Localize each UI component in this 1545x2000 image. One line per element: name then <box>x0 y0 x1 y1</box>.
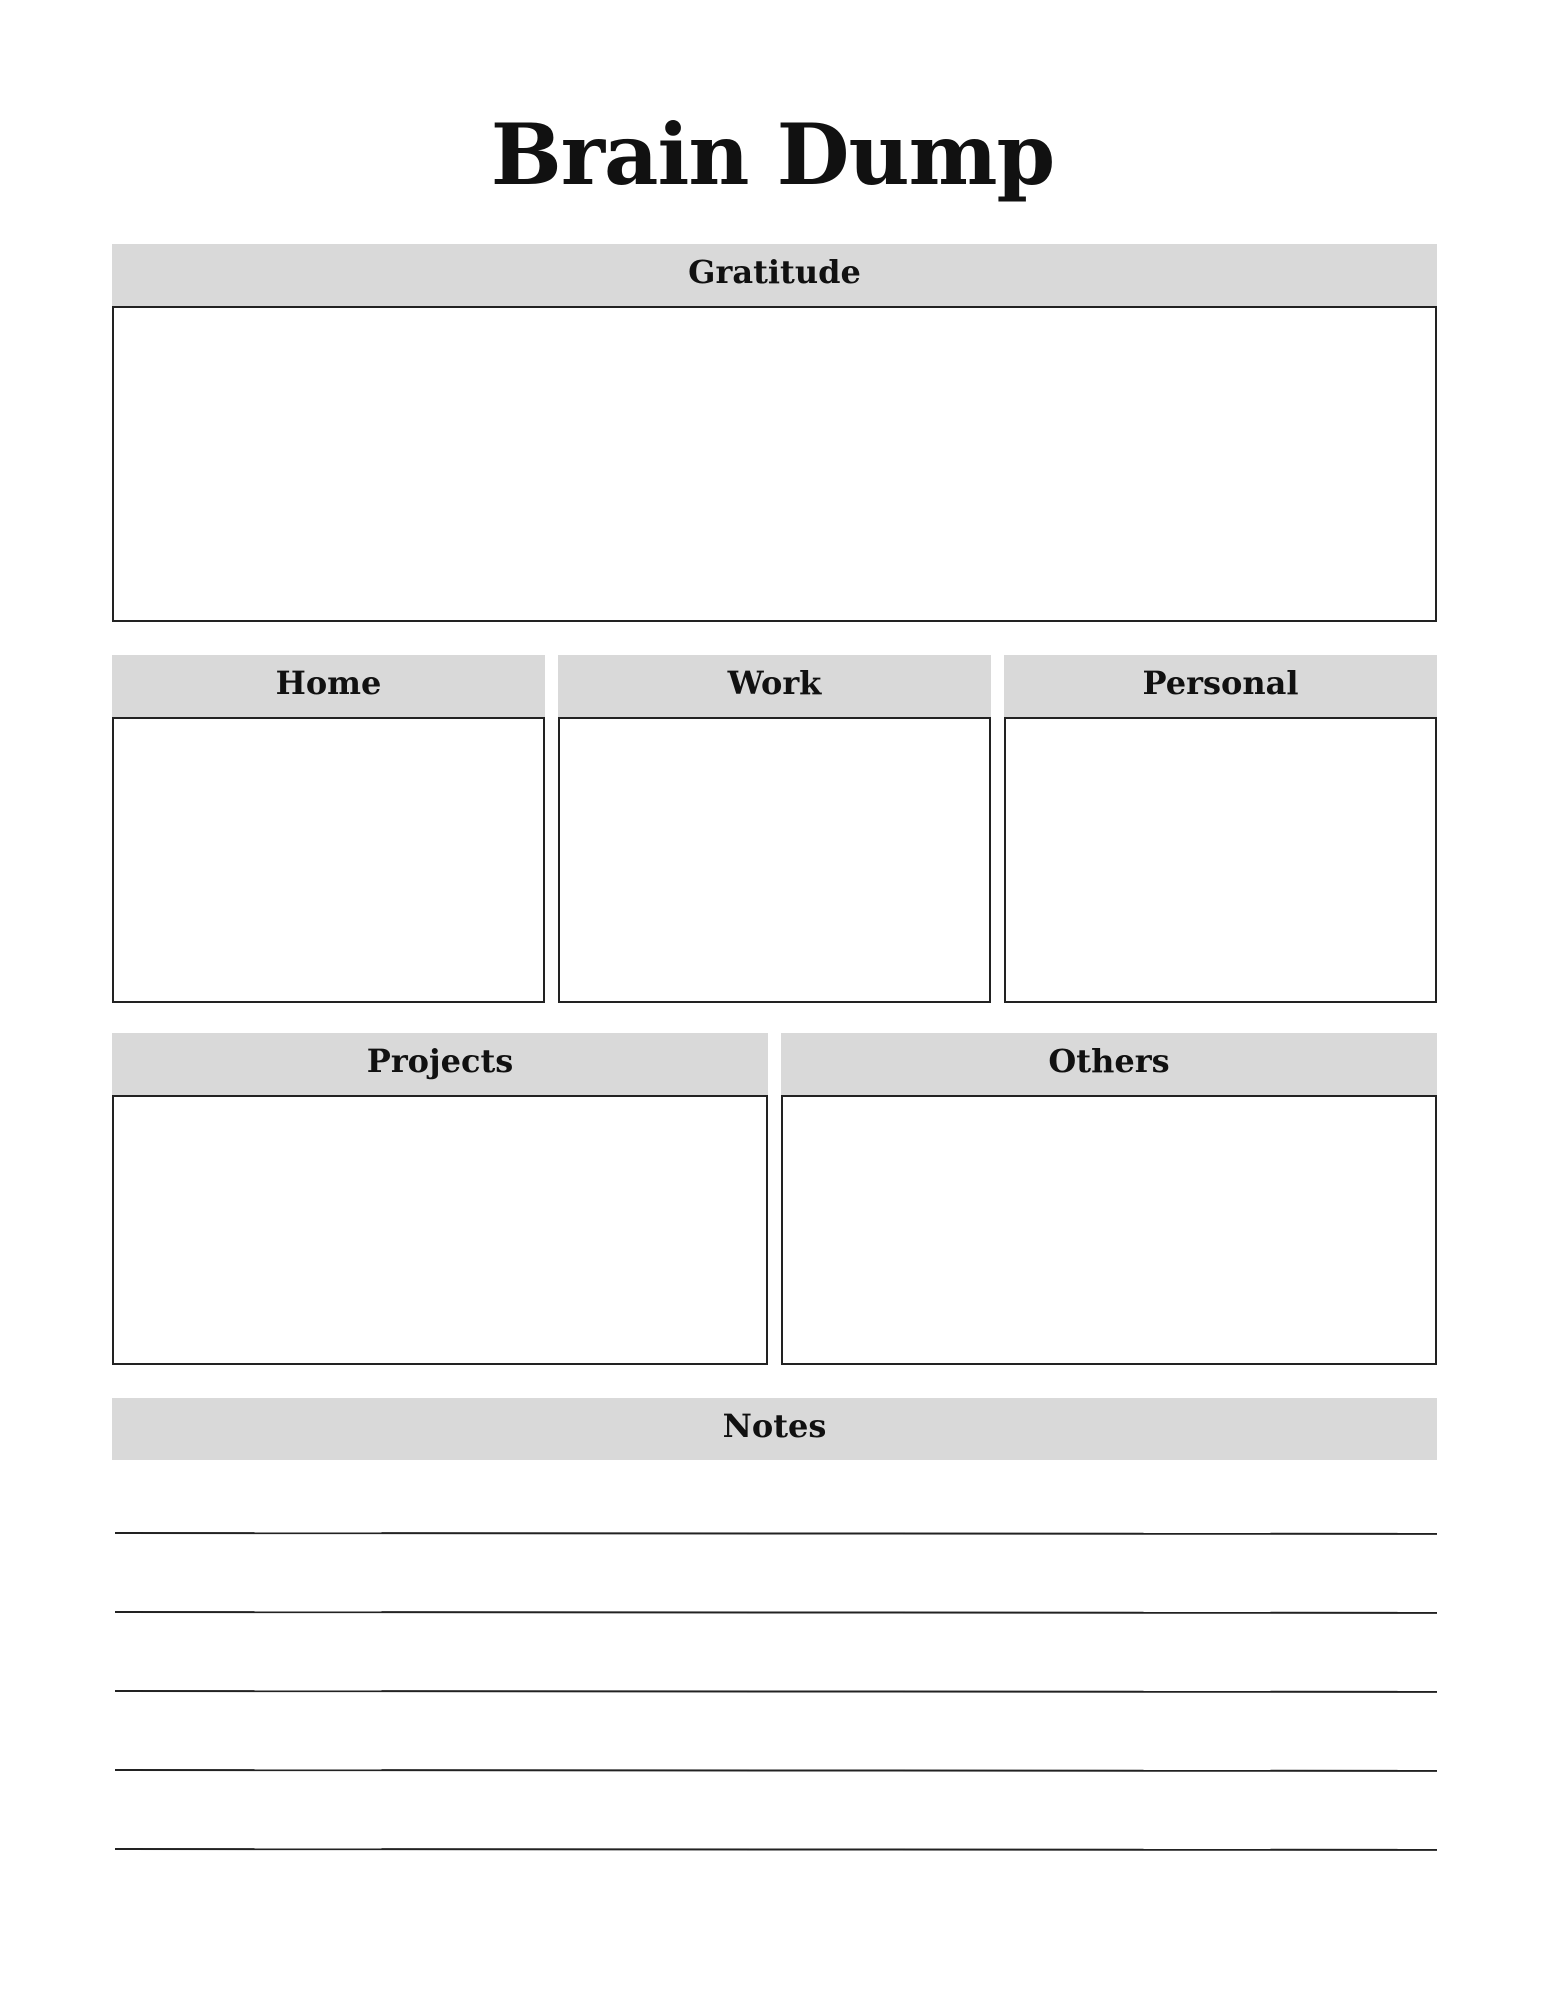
gratitude-section <box>112 244 1437 622</box>
personal-writing-area[interactable] <box>1004 717 1437 1003</box>
others-header: Others <box>781 1033 1437 1095</box>
home-header: Home <box>112 655 545 717</box>
home-section <box>112 655 545 1003</box>
personal-header: Personal <box>1004 655 1437 717</box>
projects-writing-area[interactable] <box>112 1095 768 1365</box>
notes-line[interactable] <box>115 1769 1437 1772</box>
others-writing-area[interactable] <box>781 1095 1437 1365</box>
work-section <box>558 655 991 1003</box>
notes-line[interactable] <box>115 1611 1437 1614</box>
notes-line[interactable] <box>115 1690 1437 1693</box>
notes-line[interactable] <box>115 1532 1437 1535</box>
notes-line[interactable] <box>115 1848 1437 1851</box>
work-writing-area[interactable] <box>558 717 991 1003</box>
home-writing-area[interactable] <box>112 717 545 1003</box>
work-header: Work <box>558 655 991 717</box>
personal-section <box>1004 655 1437 1003</box>
others-section <box>781 1033 1437 1365</box>
page-title: Brain Dump <box>490 105 1055 204</box>
notes-header: Notes <box>112 1398 1437 1460</box>
gratitude-writing-area[interactable] <box>112 306 1437 622</box>
projects-section <box>112 1033 768 1365</box>
gratitude-header: Gratitude <box>112 244 1437 306</box>
projects-header: Projects <box>112 1033 768 1095</box>
